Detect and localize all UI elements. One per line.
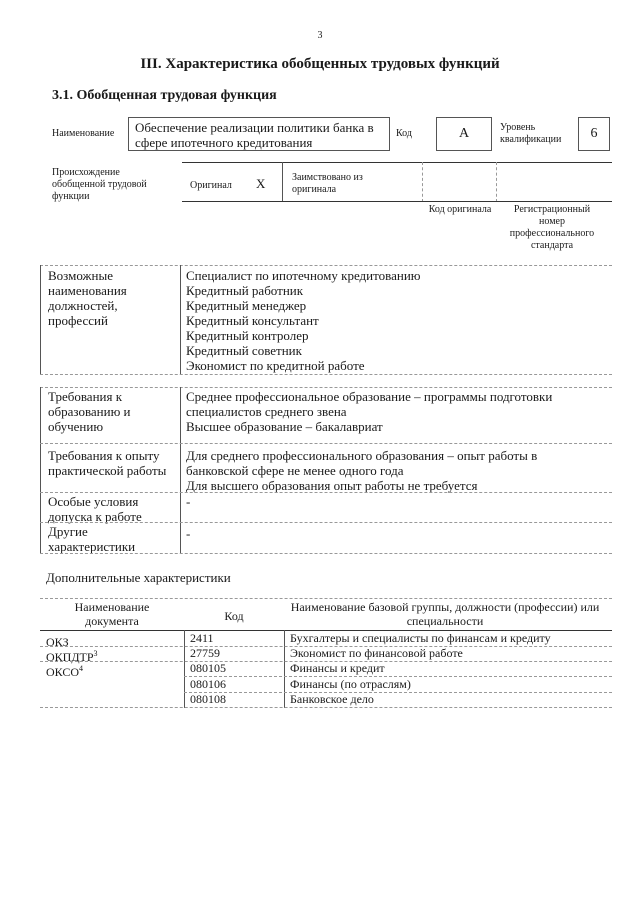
col-doc-header: Наименование документа (74, 600, 150, 628)
req-education-line: специалистов среднего звена (186, 404, 347, 419)
table-row-name: Бухгалтеры и специалисты по финансам и кредиту (290, 631, 551, 645)
table-row-code: 27759 (190, 646, 220, 660)
table-row-doc: ОКСО$^4$ (46, 664, 84, 679)
additional-bottom-line (40, 707, 612, 708)
original-label: Оригинал (190, 180, 232, 191)
req-education-line: Среднее профессиональное образование – программы подготовки (186, 389, 553, 404)
table-row-doc: ОКЗ (46, 635, 69, 649)
table-row-doc: ОКПДТР$^3$ (46, 649, 98, 664)
positions-left-border (40, 265, 41, 375)
table-row-code: 080106 (190, 677, 226, 691)
table-row-code: 2411 (190, 631, 214, 645)
req-education-line: Высшее образование – бакалавриат (186, 419, 383, 434)
position-item: Кредитный консультант (186, 313, 319, 328)
req-other-text: - (186, 526, 191, 541)
origin-divider (282, 162, 283, 202)
req-experience-line: банковской сфере не менее одного года (186, 463, 404, 478)
additional-divider-1 (184, 630, 185, 708)
table-row-code: 080105 (190, 661, 226, 675)
positions-list (186, 268, 606, 373)
position-item: Кредитный работник (186, 283, 304, 298)
position-item: Кредитный менеджер (186, 298, 307, 313)
section-title: III. Характеристика обобщенных трудовых функций (140, 56, 500, 72)
table-row-name: Финансы и кредит (290, 661, 385, 675)
positions-top-line (40, 265, 612, 266)
position-item: Кредитный советник (186, 343, 302, 358)
function-name-box (128, 117, 390, 151)
origin-top-line (182, 162, 612, 163)
origin-divider-2 (422, 162, 423, 202)
req-other-label: Другие характеристики (48, 524, 136, 554)
positions-label: Возможные наименования должностей, профессий (48, 268, 127, 328)
req-experience-text (186, 448, 606, 493)
origin-divider-3 (496, 162, 497, 202)
code-value: А (458, 126, 470, 141)
requirements-left-border (40, 387, 41, 553)
origin-bottom-line (182, 201, 612, 202)
level-label: Уровень квалификации (500, 122, 562, 145)
req-special-text: - (186, 494, 191, 509)
requirements-bottom-line (40, 553, 612, 554)
code-label: Код (396, 128, 412, 139)
additional-top-line (40, 598, 612, 599)
req-education-label: Требования к образованию и обучению (48, 389, 131, 434)
table-row-line (184, 692, 612, 693)
req-experience-label: Требования к опыту практической работы (48, 448, 167, 478)
table-row-code: 080108 (190, 692, 226, 706)
req-experience-line: Для высшего образования опыт работы не требуется (186, 478, 478, 493)
reg-number-label: Регистрационный номер профессионального стандарта (509, 204, 595, 251)
original-mark: Х (256, 176, 266, 191)
level-box (578, 117, 610, 151)
subsection-title: 3.1. Обобщенная трудовая функция (52, 88, 277, 103)
code-original-label: Код оригинала (428, 204, 492, 215)
req-row-line (40, 443, 612, 444)
table-row-name: Экономист по финансовой работе (290, 646, 463, 660)
origin-label: Происхождение обобщенной трудовой функции (52, 167, 147, 202)
req-special-label: Особые условия допуска к работе (48, 494, 142, 524)
function-name-value: Обеспечение реализации политики банка в сфере ипотечного кредитования (135, 120, 374, 150)
borrowed-label: Заимствовано из оригинала (292, 172, 363, 195)
table-row-name: Финансы (по отраслям) (290, 677, 411, 691)
page-number: 3 (317, 30, 323, 41)
name-label: Наименование (52, 128, 115, 139)
position-item: Кредитный контролер (186, 328, 309, 343)
positions-divider (180, 265, 181, 375)
table-row-name: Банковское дело (290, 692, 374, 706)
requirements-top-line (40, 387, 612, 388)
req-education-text (186, 389, 606, 434)
position-item: Специалист по ипотечному кредитованию (186, 268, 421, 283)
level-value: 6 (590, 126, 598, 141)
code-box (436, 117, 492, 151)
positions-bottom-line (40, 374, 612, 375)
col-name-header: Наименование базовой группы, должности (профессии) или специальности (290, 600, 600, 628)
additional-title: Дополнительные характеристики (46, 570, 231, 585)
requirements-divider (180, 387, 181, 553)
req-experience-line: Для среднего профессионального образования – опыт работы в (186, 448, 538, 463)
req-row-line (40, 492, 612, 493)
additional-divider-2 (284, 630, 285, 708)
position-item: Экономист по кредитной работе (186, 358, 365, 373)
req-row-line (40, 522, 612, 523)
col-code-header: Код (224, 609, 244, 623)
